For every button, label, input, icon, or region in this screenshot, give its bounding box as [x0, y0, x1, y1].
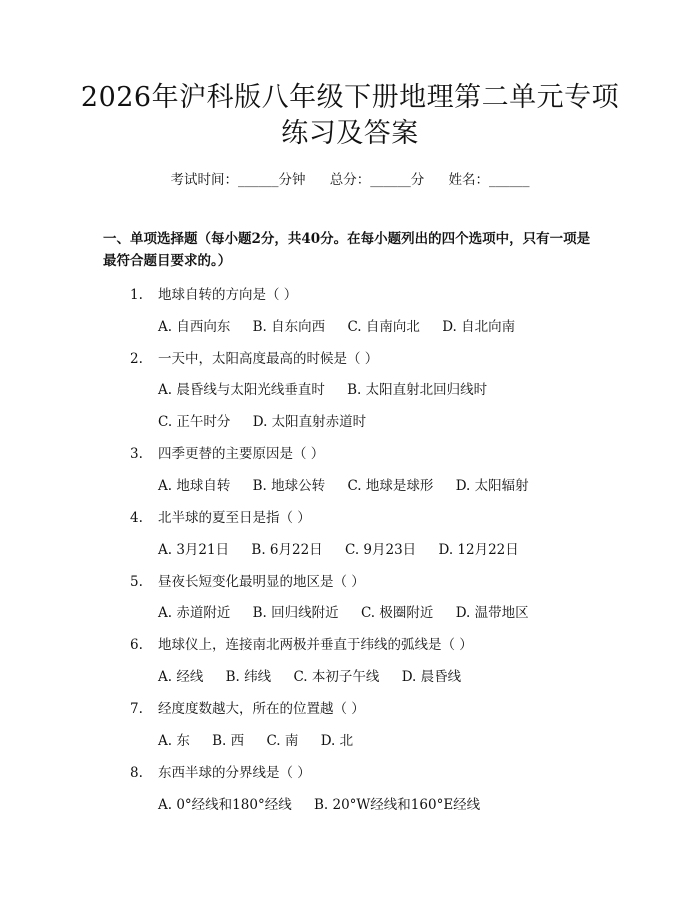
question-number: 2. — [130, 351, 143, 367]
option-d: D. 晨昏线 — [401, 669, 462, 685]
exam-meta — [0, 168, 700, 188]
question-text: 东西半球的分界线是（ ） — [158, 765, 311, 781]
option-c: C. 9月23日 — [344, 542, 417, 558]
option-b: B. 西 — [212, 733, 245, 749]
question-2 — [130, 347, 378, 367]
question-1-options — [158, 315, 533, 335]
question-number: 1. — [130, 287, 143, 303]
option-c: C. 极圈附近 — [360, 605, 434, 621]
option-a: A. 0°经线和180°经线 — [158, 797, 292, 813]
title-line-2: 练习及答案 — [281, 118, 419, 149]
option-d: D. 太阳直射赤道时 — [252, 414, 367, 430]
question-number: 7. — [130, 701, 143, 717]
question-7 — [130, 697, 365, 717]
question-6-options — [158, 665, 479, 685]
option-d: D. 温带地区 — [455, 605, 529, 621]
option-c: C. 本初子午线 — [293, 669, 380, 685]
option-b: B. 地球公转 — [252, 478, 326, 494]
question-2-options-row-2 — [158, 410, 384, 430]
question-text: 昼夜长短变化最明显的地区是（ ） — [158, 574, 365, 590]
section-header: 一、单项选择题（每小题2分，共40分。在每小题列出的四个选项中，只有一项是最符合题目要求的。） — [103, 231, 591, 269]
option-a: A. 赤道附近 — [158, 605, 231, 621]
option-a: A. 自西向东 — [158, 319, 231, 335]
question-4 — [130, 506, 311, 526]
option-a: A. 晨昏线与太阳光线垂直时 — [158, 382, 325, 398]
option-d: D. 北 — [320, 733, 354, 749]
option-c: C. 自南向北 — [347, 319, 420, 335]
question-7-options — [158, 729, 371, 749]
question-text: 经度度数越大，所在的位置越（ ） — [158, 701, 365, 717]
option-a: A. 地球自转 — [158, 478, 231, 494]
question-text: 一天中，太阳高度最高的时候是（ ） — [158, 351, 379, 367]
option-c: C. 南 — [266, 733, 299, 749]
question-8 — [130, 761, 311, 781]
question-number: 6. — [130, 637, 143, 653]
question-8-options — [158, 793, 498, 813]
question-3 — [130, 442, 324, 462]
question-text: 北半球的夏至日是指（ ） — [158, 510, 311, 526]
question-5-options — [158, 601, 547, 621]
exam-time: 考试时间：______分钟 — [170, 172, 306, 188]
question-number: 4. — [130, 510, 143, 526]
document-title — [0, 80, 700, 152]
question-3-options — [158, 474, 547, 494]
option-d: D. 12月22日 — [438, 542, 519, 558]
option-c: C. 正午时分 — [158, 414, 231, 430]
student-name: 姓名：______ — [448, 172, 530, 188]
option-b: B. 纬线 — [225, 669, 272, 685]
option-d: D. 太阳辐射 — [455, 478, 529, 494]
option-c: C. 地球是球形 — [347, 478, 434, 494]
question-1 — [130, 283, 297, 303]
title-line-1: 2026年沪科版八年级下册地理第二单元专项 — [80, 82, 620, 113]
question-number: 5. — [130, 574, 143, 590]
question-6 — [130, 633, 473, 653]
question-text: 地球自转的方向是（ ） — [158, 287, 298, 303]
option-b: B. 6月22日 — [251, 542, 323, 558]
question-number: 8. — [130, 765, 143, 781]
option-d: D. 自北向南 — [442, 319, 516, 335]
option-a: A. 东 — [158, 733, 190, 749]
option-a: A. 3月21日 — [158, 542, 230, 558]
option-b: B. 太阳直射北回归线时 — [347, 382, 488, 398]
option-a: A. 经线 — [158, 669, 204, 685]
question-text: 四季更替的主要原因是（ ） — [158, 446, 325, 462]
option-b: B. 回归线附近 — [252, 605, 339, 621]
question-text: 地球仪上，连接南北两极并垂直于纬线的弧线是（ ） — [158, 637, 473, 653]
option-b: B. 20°W经线和160°E经线 — [314, 797, 481, 813]
question-number: 3. — [130, 446, 143, 462]
question-2-options-row-1 — [158, 378, 505, 398]
question-4-options — [158, 538, 537, 558]
question-5 — [130, 570, 365, 590]
option-b: B. 自东向西 — [252, 319, 326, 335]
exam-total-score: 总分：______分 — [329, 172, 425, 188]
